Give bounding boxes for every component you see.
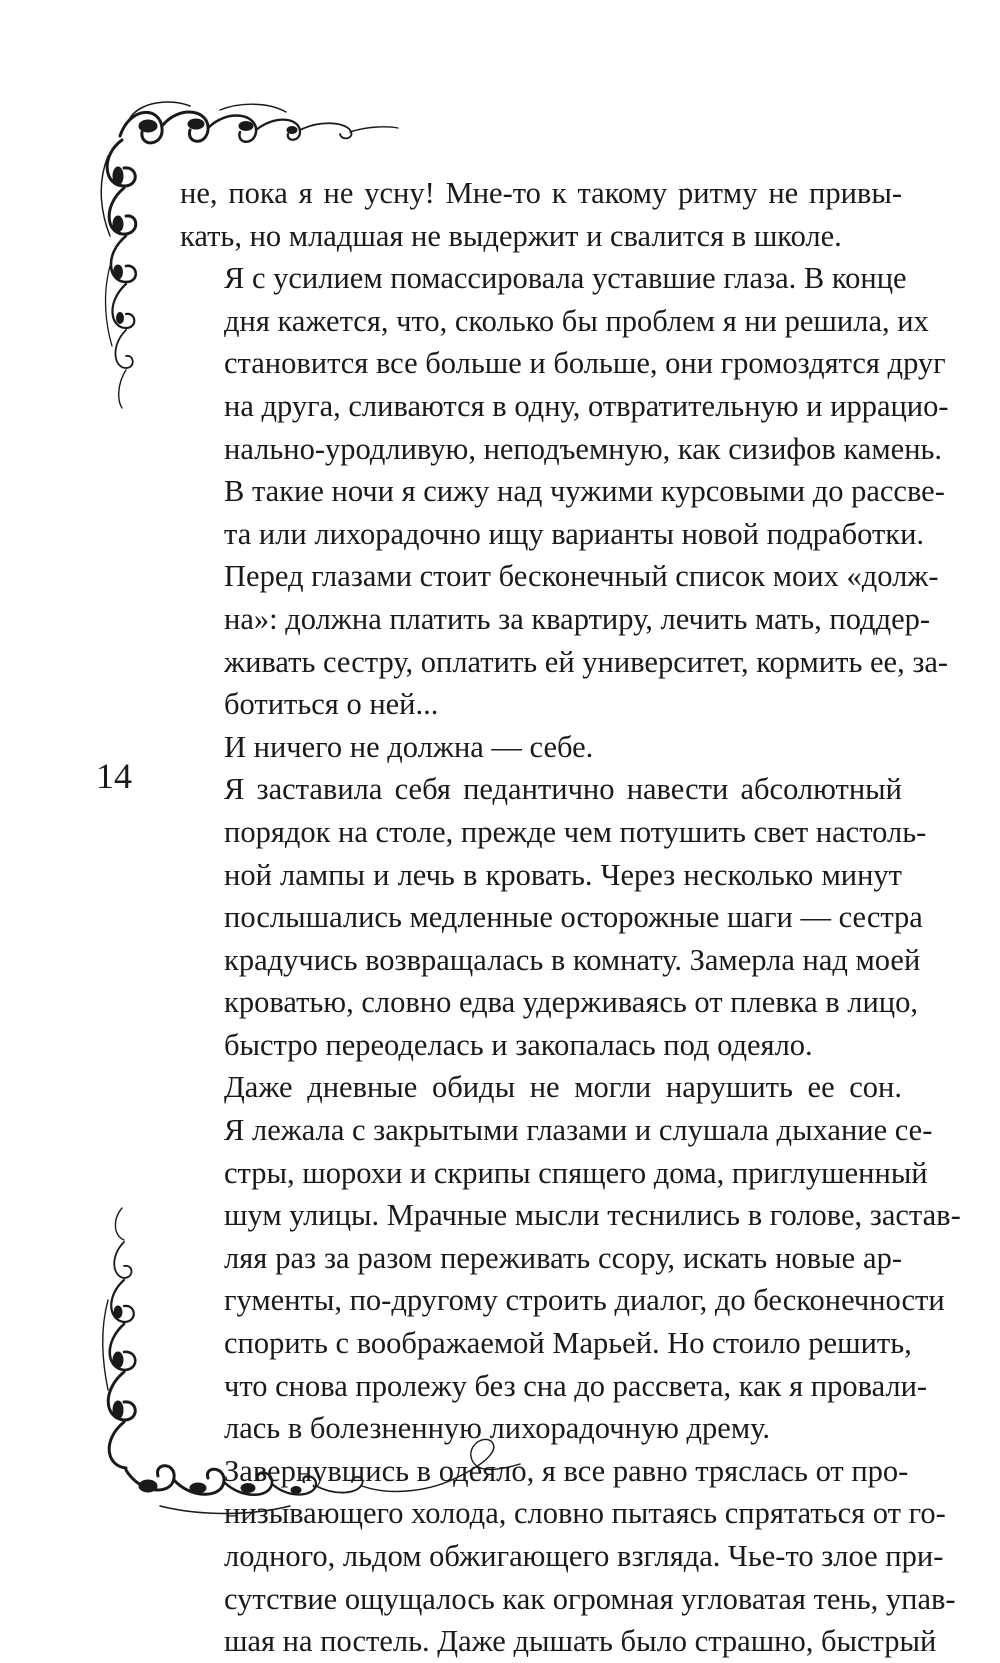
text-line: становится все больше и больше, они громоздятся друг <box>224 346 946 381</box>
text-line: крадучись возвращалась в комнату. Замерла над моей <box>224 942 921 977</box>
text-line: ной лампы и лечь в кровать. Через несколько минут <box>224 857 902 892</box>
text-line: лодного, льдом обжигающего взгляда. Чье-то злое при- <box>224 1539 944 1573</box>
text-line: кроватью, словно едва удерживаясь от плевка в лицо, <box>224 985 918 1020</box>
text-line: ляя раз за разом переживать ссору, искать новые ар- <box>224 1240 902 1275</box>
text-line: Даже дневные обиды не могли нарушить ее сон. <box>224 1070 902 1105</box>
text-line: Перед глазами стоит бесконечный список моих «долж- <box>224 559 939 594</box>
text-line: дня кажется, что, сколько бы проблем я ни решила, их <box>224 303 929 338</box>
paragraph <box>180 172 902 257</box>
text-line: шая на постель. Даже дышать было страшно, быстрый <box>224 1624 937 1659</box>
text-line: Завернувшись в одеяло, я все равно тряслась от про- <box>224 1453 909 1488</box>
text-line: на друга, сливаются в одну, отвратительную и иррацио- <box>224 388 949 423</box>
text-line: быстро переоделась и закопалась под одеяло. <box>224 1027 813 1062</box>
text-line: кать, но младшая не выдержит и свалится в школе. <box>180 218 842 253</box>
text-line: Я с усилием помассировала уставшие глаза. В конце <box>224 261 907 296</box>
text-line: нально-уродливую, неподъемную, как сизифов камень. <box>224 431 943 466</box>
paragraph <box>180 1066 961 1449</box>
paragraph <box>180 768 927 1066</box>
text-line: живать сестру, оплатить ей университет, кормить ее, за- <box>224 644 949 679</box>
text-line: порядок на столе, прежде чем потушить свет настоль- <box>224 814 927 849</box>
text-line: лась в болезненную лихорадочную дрему. <box>224 1411 770 1446</box>
text-line: стры, шорохи и скрипы спящего дома, приглушенный <box>224 1155 928 1190</box>
text-line: Я лежала с закрытыми глазами и слушала дыхание се- <box>224 1113 933 1148</box>
paragraph <box>180 726 902 769</box>
text-line: на»: должна платить за квартиру, лечить мать, поддер- <box>224 601 931 636</box>
text-line: послышались медленные осторожные шаги — сестра <box>224 900 923 935</box>
text-line: не, пока я не усну! Мне-то к такому ритму не привы- <box>180 176 902 210</box>
text-line: низывающего холода, словно пытаясь спрятаться от го- <box>224 1496 946 1531</box>
text-line: В такие ночи я сижу над чужими курсовыми до рассве- <box>224 474 945 509</box>
text-line: сутствие ощущалось как огромная угловатая тень, упав- <box>224 1581 956 1616</box>
page-number: 14 <box>96 756 132 796</box>
text-line: И ничего не должна — себе. <box>224 729 594 764</box>
text-line: та или лихорадочно ищу варианты новой подработки. <box>224 516 925 551</box>
text-line: что снова пролежу без сна до рассвета, как я провали- <box>224 1368 928 1403</box>
paragraph <box>180 1450 956 1663</box>
body-text <box>180 172 961 1663</box>
text-line: гументы, по-другому строить диалог, до бесконечности <box>224 1283 945 1318</box>
text-line: шум улицы. Мрачные мысли теснились в голове, застав- <box>224 1198 961 1233</box>
text-line: спорить с воображаемой Марьей. Но стоило решить, <box>224 1326 912 1361</box>
text-line: ботиться о ней... <box>224 687 439 722</box>
paragraph <box>180 257 949 726</box>
text-line: Я заставила себя педантично навести абсолютный <box>224 772 902 807</box>
